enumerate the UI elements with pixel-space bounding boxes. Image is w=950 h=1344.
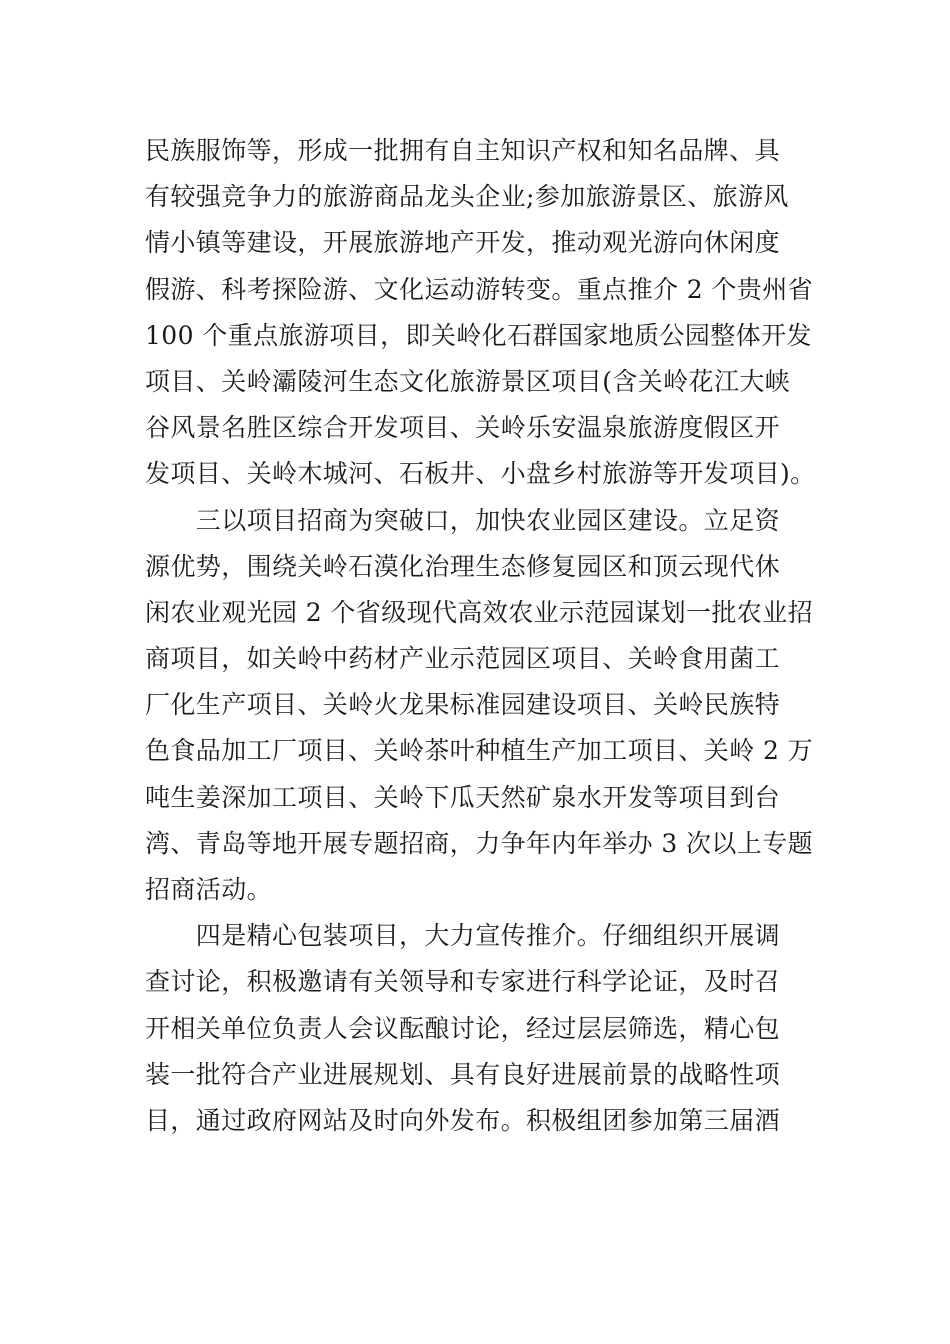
text-line: 查讨论，积极邀请有关领导和专家进行科学论证，及时召 xyxy=(145,967,781,997)
text-line: 假游、科考探险游、文化运动游转变。重点推介 2 个贵州省 xyxy=(145,274,814,304)
text-line: 谷风景名胜区综合开发项目、关岭乐安温泉旅游度假区开 xyxy=(145,413,781,443)
text-line: 商项目，如关岭中药材产业示范园区项目、关岭食用菌工 xyxy=(145,644,781,674)
text-line: 湾、青岛等地开展专题招商，力争年内年举办 3 次以上专题 xyxy=(145,828,814,858)
paragraph-start-line: 三以项目招商为突破口，加快农业园区建设。立足资 xyxy=(145,505,781,535)
text-line: 闲农业观光园 2 个省级现代高效农业示范园谋划一批农业招 xyxy=(145,597,814,627)
document-body xyxy=(145,128,816,1144)
text-line: 招商活动。 xyxy=(145,875,273,904)
text-line: 有较强竞争力的旅游商品龙头企业;参加旅游景区、旅游风 xyxy=(145,182,789,212)
text-line: 厂化生产项目、关岭火龙果标准园建设项目、关岭民族特 xyxy=(145,690,781,720)
text-line: 装一批符合产业进展规划、具有良好进展前景的战略性项 xyxy=(145,1059,781,1089)
text-line: 色食品加工厂项目、关岭茶叶种植生产加工项目、关岭 2 万 xyxy=(145,736,814,766)
text-line: 民族服饰等，形成一批拥有自主知识产权和知名品牌、具 xyxy=(145,136,781,165)
text-line: 发项目、关岭木城河、石板井、小盘乡村旅游等开发项目)。 xyxy=(145,459,816,489)
text-line: 源优势，围绕关岭石漠化治理生态修复园区和顶云现代休 xyxy=(145,551,781,581)
text-line: 目，通过政府网站及时向外发布。积极组团参加第三届酒 xyxy=(145,1105,781,1135)
text-line: 项目、关岭灞陵河生态文化旅游景区项目(含关岭花江大峡 xyxy=(145,366,791,396)
text-line: 开相关单位负责人会议酝酿讨论，经过层层筛选，精心包 xyxy=(145,1013,781,1043)
text-line: 100 个重点旅游项目，即关岭化石群国家地质公园整体开发 xyxy=(145,320,812,350)
text-line: 吨生姜深加工项目、关岭下瓜天然矿泉水开发等项目到台 xyxy=(145,782,781,812)
paragraph-start-line: 四是精心包装项目，大力宣传推介。仔细组织开展调 xyxy=(145,921,781,951)
text-line: 情小镇等建设，开展旅游地产开发，推动观光游向休闲度 xyxy=(145,228,781,258)
